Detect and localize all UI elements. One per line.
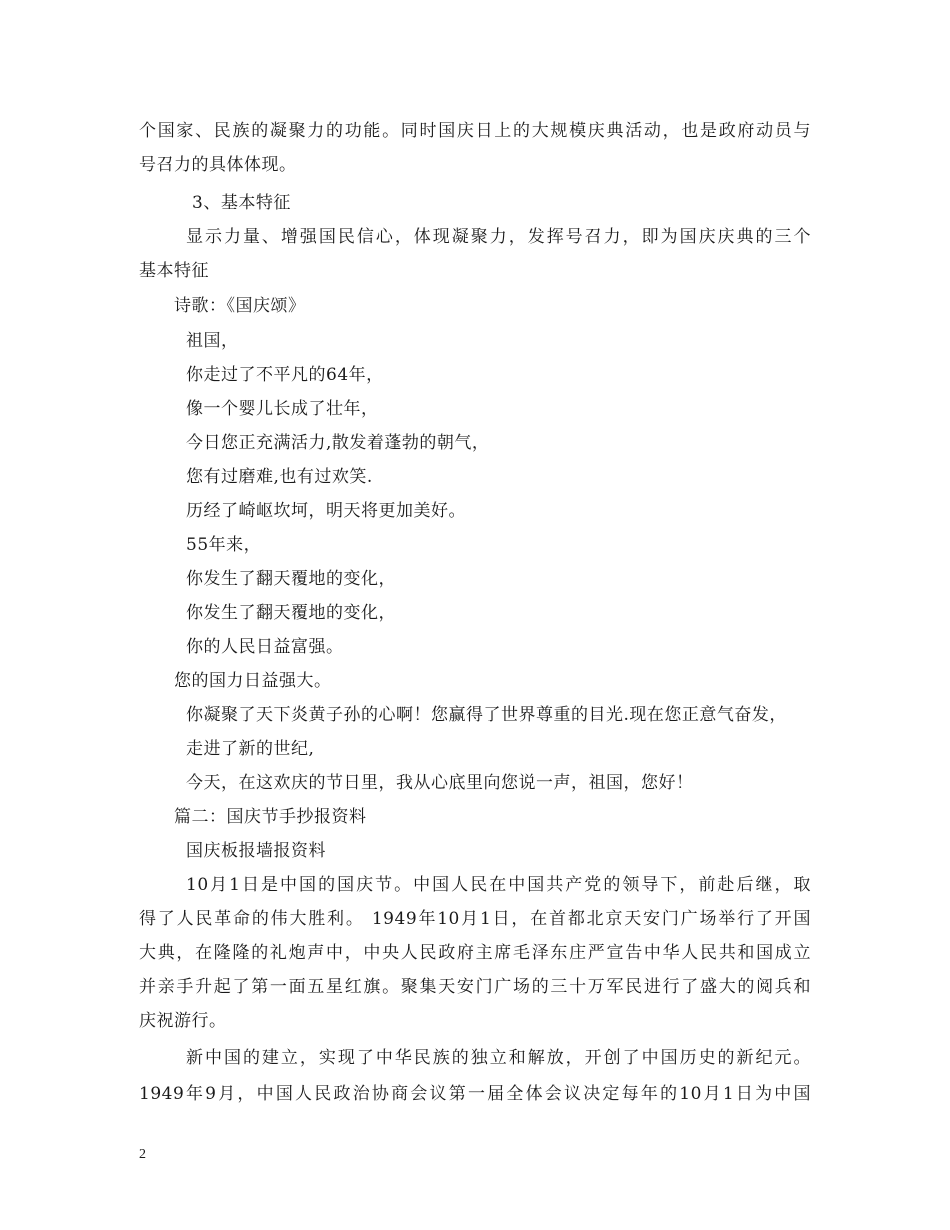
paragraph-line: 个国家、民族的凝聚力的功能。同时国庆日上的大规模庆典活动，也是政府动员与 [139,121,811,141]
poem-line: 今天，在这欢庆的节日里，我从心底里向您说一声，祖国，您好！ [186,773,694,793]
poem-line: 像一个婴儿长成了壮年， [186,399,379,419]
poem-line: 今日您正充满活力,散发着蓬勃的朝气， [186,433,490,453]
poem-line: 你发生了翻天覆地的变化， [186,603,396,623]
paragraph-line: 号召力的具体体现。 [139,155,297,175]
section-heading: 篇二：国庆节手抄报资料 [174,807,367,827]
paragraph-line: 得了人民革命的伟大胜利。 1949年10月1日，在首都北京天安门广场举行了开国 [139,909,811,929]
poem-title: 诗歌：《国庆颂》 [174,296,306,316]
poem-line: 你的人民日益富强。 [186,637,344,657]
page-number: 2 [139,1147,146,1162]
paragraph-line: 庆祝游行。 [139,1011,227,1031]
poem-line: 祖国， [186,331,239,351]
paragraph-line: 显示力量、增强国民信心，体现凝聚力，发挥号召力，即为国庆庆典的三个 [186,227,811,247]
paragraph-line: 并亲手升起了第一面五星红旗。聚集天安门广场的三十万军民进行了盛大的阅兵和 [139,977,811,997]
paragraph-line: 1949年9月，中国人民政治协商会议第一届全体会议决定每年的10月1日为中国 [139,1084,811,1104]
section-subheading: 国庆板报墙报资料 [186,841,326,861]
section-heading: 3、基本特征 [192,193,291,213]
poem-line: 你发生了翻天覆地的变化， [186,569,396,589]
poem-line: 您有过磨难,也有过欢笑. [186,467,373,487]
paragraph-line: 新中国的建立，实现了中华民族的独立和解放，开创了中国历史的新纪元。 [186,1048,811,1068]
poem-line: 你凝聚了天下炎黄子孙的心啊！您赢得了世界尊重的目光.现在您正意气奋发， [186,705,787,725]
paragraph-line: 大典，在隆隆的礼炮声中，中央人民政府主席毛泽东庄严宣告中华人民共和国成立 [139,943,811,963]
poem-line: 你走过了不平凡的64年， [186,365,384,385]
poem-line: 历经了崎岖坎坷，明天将更加美好。 [186,501,466,521]
poem-line: 55年来， [186,535,262,555]
poem-line: 走进了新的世纪, [186,739,315,759]
paragraph-line: 10月1日是中国的国庆节。中国人民在中国共产党的领导下，前赴后继，取 [186,875,811,895]
poem-line: 您的国力日益强大。 [174,671,332,691]
paragraph-line: 基本特征 [139,261,209,281]
